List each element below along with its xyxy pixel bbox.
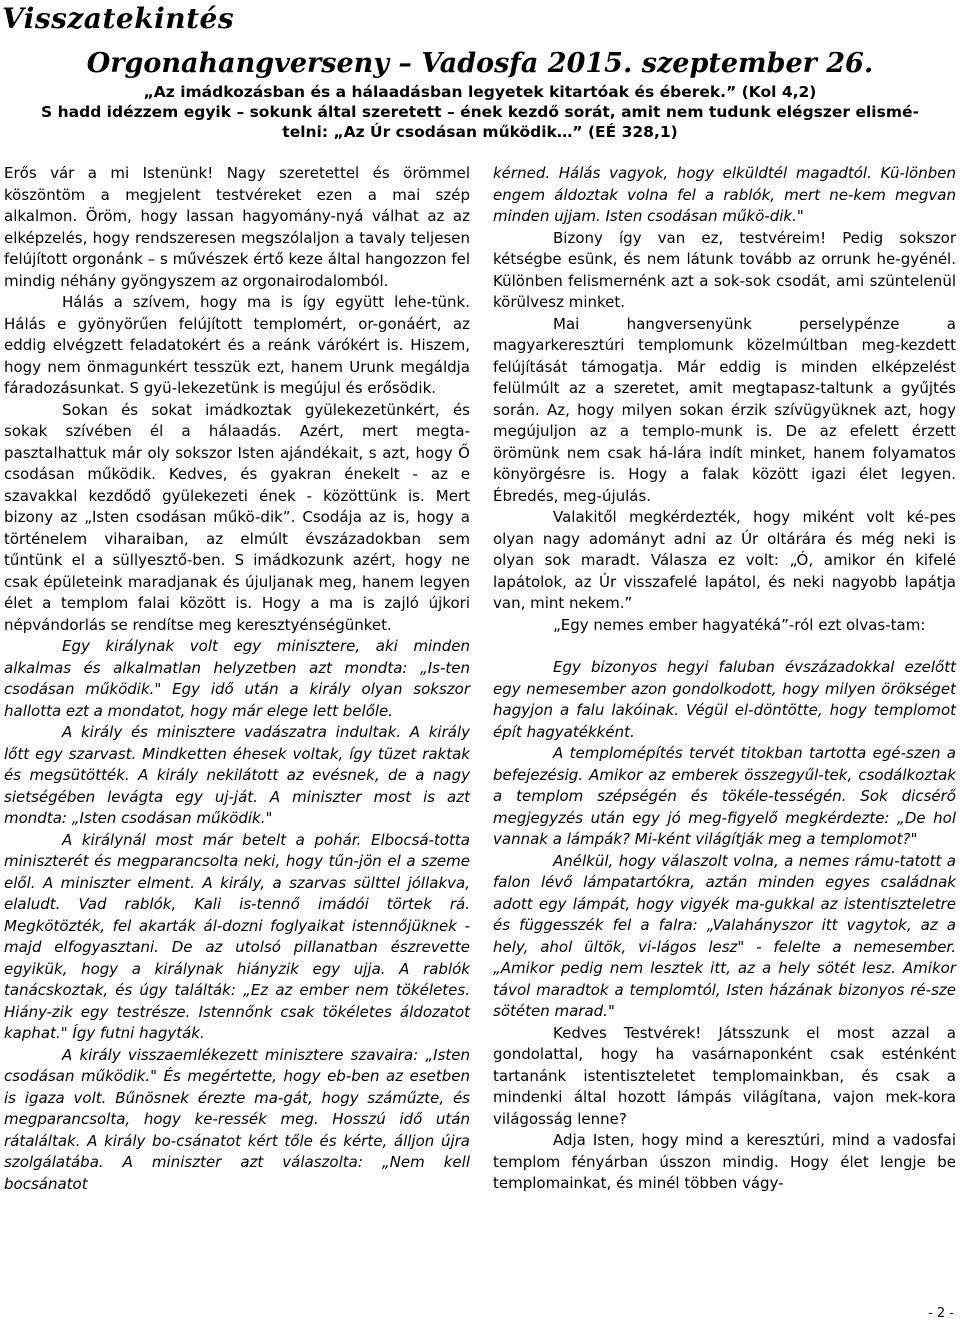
story-paragraph: A király visszaemlékezett minisztere szavaira: „Isten csodásan működik." És megértette, hogy eb-ben az esetben is igaza volt. Bűnösnek érezte ma-gát, hogy száműzte, és megparancsolta, hogy ke-ressék meg. Hosszú idő után rátaláltak. A király bo-csánatot kért tőle és kérte, álljon újra szolgálatába. A miniszter azt válaszolta: „Nem kell bocsánatot [4,1045,470,1193]
section-title: Visszatekintés [2,2,235,35]
story-paragraph: A királynál most már betelt a pohár. Elbocsá-totta miniszterét és megparancsolta neki, hogy tűn-jön el a szeme elől. A miniszter elment. A király, a szarvas sülttel jóllakva, elaludt. Vad rablók, Kali is-tennő imádói törtek rá. Megkötözték, fel akarták ál-dozni foglyaikat istennőjüknek - majd elfogyasztani. De az utolsó pillanatban észrevette egyikük, hogy a királynak hiányzik egy ujja. A rablók tanácskoztak, és úgy találták: „Ez az ember nem tökéletes. Hiány-zik egy testrésze. Istennőnk csak tökéletes áldozatot kaphat." Így futni hagyták. [4,830,470,1042]
story-paragraph: Anélkül, hogy válaszolt volna, a nemes rámu-tatott a falon lévő lámpatartókra, aztán minden egyes családnak adott egy lámpát, hogy vigyék ma-gukkal az istentiszteletre és függesszék fel a falra: „Valahányszor itt vagytok, az a hely, ahol ültök, vi-lágos lesz" - felelte a nemesember. „Amikor pedig nem lesztek itt, az a hely sötét lesz. Amikor távol maradtok a templomtól, Isten házának bizonyos ré-sze sötéten marad." [493,851,956,1020]
story-paragraph: kérned. Hálás vagyok, hogy elküldtél magadtól. Kü-lönben engem áldoztak volna fel a rablók, mert ne-kem megvan minden ujjam. Isten csodásan műkö-dik." [493,164,956,225]
paragraph: Valakitől megkérdezték, hogy miként volt ké-pes olyan nagy adományt adni az Úr oltárára és még neki is olyan sok maradt. Válasza ez volt: „Ó, amikor én kifelé lapátolok, az Úr visszafelé lapátol, és neki nagyobb lapátja van, mint nekem.” [493,508,956,612]
event-title: Orgonahangverseny – Vadosfa 2015. szeptember 26. [86,48,874,79]
paragraph: Kedves Testvérek! Játsszunk el most azzal a gondolattal, hogy ha vasárnaponként csak esténként tartanánk istentiszteletet templomainkban, és csak a mindenki által hozott lámpás világítana, vajon mek-kora világosság lenne? [493,1023,956,1128]
left-column [4,163,470,1195]
paragraph: Adja Isten, hogy mind a keresztúri, mind a vadosfai templom fényárban ússzon mindig. Hogy élet lengje be templomainkat, és minél többen vágy- [493,1131,956,1192]
page-number: - 2 - [928,1306,954,1321]
motto-line: „Az imádkozásban és a hálaadásban legyetek kitartóak és éberek.” (Kol 4,2) [143,83,817,101]
motto-line: S hadd idézzem egyik – sokunk által szeretett – ének kezdő sorát, amit nem tudunk elégszer elismé- [41,103,919,121]
paragraph: Sokan és sokat imádkoztak gyülekezetünkért, és sokak szívében él a hálaadás. Azért, mert megta-pasztalhattuk már oly sokszor Isten ajándékait, s azt, hogy Ő csodásan működik. Kedves, és gyakran énekelt - az e szavakkal kezdődő gyülekezeti ének - közöttünk is. Mert bizony az „Isten csodásan műkö-dik”. Csodája az is, hogy a történelem viharaiban, az elmúlt évszázadokban sem tűntünk el a süllyesztő-ben. S imádkozunk azért, hogy ne csak épületeink maradjanak és újuljanak meg, hanem legyen élet a templom falai között is. Hogy a ma is zajló újkori népvándorlás se rendítse meg keresztyénségünket. [4,400,470,634]
motto-block [40,82,920,142]
motto-line: telni: „Az Úr csodásan működik…” (EÉ 328,1) [282,123,678,141]
story-paragraph: Egy bizonyos hegyi faluban évszázadokkal ezelőtt egy nemesember azon gondolkodott, hogy milyen örökséget hagyjon a falu lakóinak. Végül el-döntötte, hogy templomot épít hagyatékként. [493,658,956,741]
paragraph: Mai hangversenyünk perselypénze a magyarkeresztúri templomunk közelmúltban meg-kezdett felújítását támogatja. Már eddig is minden elképzelést felülmúlt az a szeretet, amit megtapasz-taltunk a gyűjtés során. Az, hogy milyen sokan érzik szívügyüknek azt, hogy megújuljon az a templo-munk is. De az efelett érzett örömünk nem csak há-lára indít minket, hanem folyamatos könyörgésre is. Hogy a falak között igazi élet legyen. Ébredés, meg-újulás. [493,314,956,505]
right-column [493,163,956,1195]
story-paragraph: Egy királynak volt egy minisztere, aki minden alkalmas és alkalmatlan helyzetben azt mondta: „Is-ten csodásan működik." Egy idő után a király olyan sokszor hallotta ezt a mondatot, hogy már elege lett belőle. [4,637,470,720]
story-paragraph: A király és minisztere vadászatra indultak. A király lőtt egy szarvast. Mindketten éhesek voltak, így tüzet raktak és megsütötték. A király nekilátott az evésnek, de a nagy sietségében levágta egy uj-ját. A miniszter most is azt mondta: „Isten csodásan működik." [4,723,470,827]
story-paragraph: A templomépítés tervét titokban tartotta egé-szen a befejezésig. Amikor az emberek összegyűl-tek, csodálkoztak a templom szépségén és tökéle-tességén. Sok dicsérő megjegyzés után egy jó meg-figyelő megkérdezte: „De hol vannak a lámpák? Mi-ként világítják meg a templomot?" [493,744,956,848]
paragraph: „Egy nemes ember hagyatéká”-ról ezt olvas-tam: [553,615,926,634]
paragraph: Hálás a szívem, hogy ma is így együtt lehe-tünk. Hálás e gyönyörűen felújított templomért, or-gonáért, az eddig elvégzett feladatokért és a reánk várókért is. Hiszem, hogy nem önmagunkért tesszük ezt, hanem Urunk megáldja fáradozásunkat. S gyü-lekezetünk is megújul és erősödik. [4,293,470,397]
paragraph: Bizony így van ez, testvéreim! Pedig sokszor kétségbe esünk, és nem látunk tovább az orrunk he-gyénél. Különben felismernénk azt a sok-sok csodát, ami szüntelenül körülvesz minket. [493,228,956,311]
paragraph: Erős vár a mi Istenünk! Nagy szeretettel és örömmel köszöntöm a megjelent testvéreket ezen a mai szép alkalmon. Öröm, hogy lassan hagyomány-nyá válhat az az elképzelés, hogy rendszeresen megszólaljon a tavaly teljesen felújított orgonánk – s művészek értő keze által hangozzon fel mindig néhány gyöngyszem az orgonairodalomból. [4,164,470,290]
